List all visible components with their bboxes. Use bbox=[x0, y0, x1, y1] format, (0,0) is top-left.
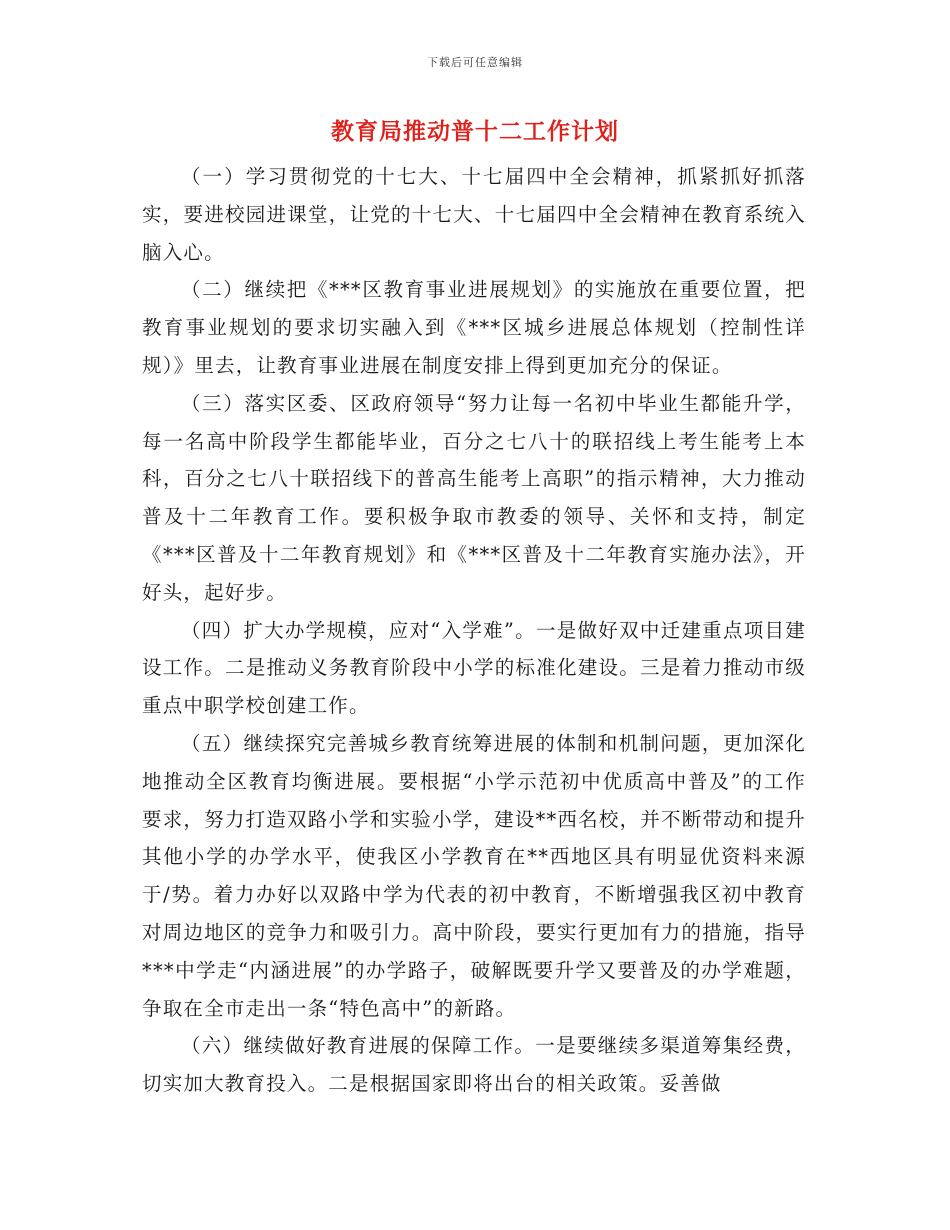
paragraph-3: （三）落实区委、区政府领导“努力让每一名初中毕业生都能升学，每一名高中阶段学生都能毕业，百分之七八十的联招线上考生能考上本科，百分之七八十联招线下的普高生能考上高职”的指示精神，大力推动普及十二年教育工作。要积极争取市教委的领导、关怀和支持，制定《***区普及十二年教育规划》和《***区普及十二年教育实施办法》，开好头，起好步。 bbox=[142, 391, 806, 604]
document-title: 教育局推动普十二工作计划 bbox=[331, 119, 619, 145]
document-body bbox=[142, 158, 806, 1103]
paragraph-2: （二）继续把《***区教育事业进展规划》的实施放在重要位置，把教育事业规划的要求切实融入到《***区城乡进展总体规划（控制性详规）》里去，让教育事业进展在制度安排上得到更加充分的保证。 bbox=[142, 278, 806, 377]
header-note: 下载后可任意编辑 bbox=[427, 56, 523, 69]
paragraph-1: （一）学习贯彻党的十七大、十七届四中全会精神，抓紧抓好抓落实，要进校园进课堂，让党的十七大、十七届四中全会精神在教育系统入脑入心。 bbox=[142, 165, 806, 264]
paragraph-4: （四）扩大办学规模，应对“入学难”。一是做好双中迁建重点项目建设工作。二是推动义务教育阶段中小学的标准化建设。三是着力推动市级重点中职学校创建工作。 bbox=[142, 618, 806, 718]
paragraph-5: （五）继续探究完善城乡教育统筹进展的体制和机制问题，更加深化地推动全区教育均衡进展。要根据“小学示范初中优质高中普及”的工作要求，努力打造双路小学和实验小学，建设**西名校，并不断带动和提升其他小学的办学水平，使我区小学教育在**西地区具有明显优资料来源于/势。着力办好以双路中学为代表的初中教育，不断增强我区初中教育对周边地区的竞争力和吸引力。高中阶段，要实行更加有力的措施，指导***中学走“内涵进展”的办学路子，破解既要升学又要普及的办学难题，争取在全市走出一条“特色高中”的新路。 bbox=[142, 731, 806, 1020]
paragraph-6: （六）继续做好教育进展的保障工作。一是要继续多渠道筹集经费，切实加大教育投入。二是根据国家即将出台的相关政策。妥善做 bbox=[142, 1034, 806, 1096]
